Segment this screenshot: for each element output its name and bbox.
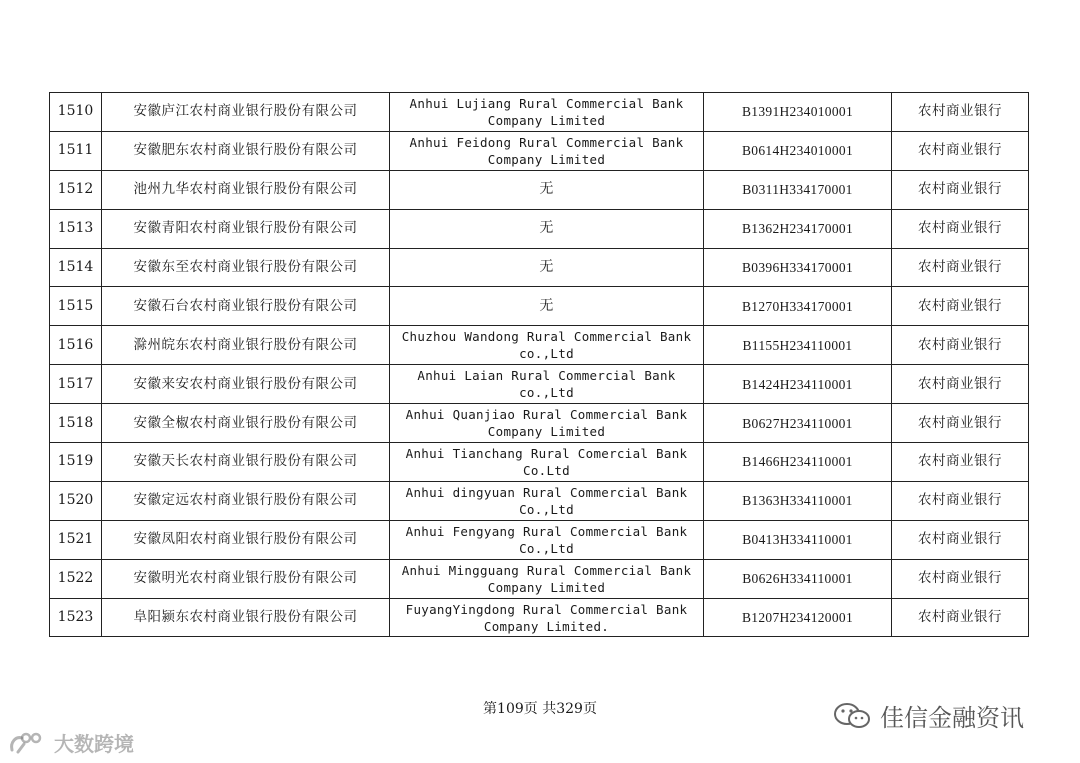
- english-name-cell: Anhui Feidong Rural Commercial Bank Company Limited: [390, 131, 704, 170]
- row-number-cell: 1513: [50, 209, 102, 248]
- chinese-name-cell: 安徽庐江农村商业银行股份有限公司: [102, 93, 390, 132]
- row-number-cell: 1521: [50, 520, 102, 559]
- watermark-right-text: 佳信金融资讯: [880, 704, 1024, 732]
- english-name-cell: Anhui Lujiang Rural Commercial Bank Company Limited: [390, 93, 704, 132]
- english-name-cell: Anhui Fengyang Rural Commercial Bank Co.,Ltd: [390, 520, 704, 559]
- watermark-left-text: 大数跨境: [54, 732, 134, 756]
- table-body: [50, 93, 1029, 637]
- watermark-right: [832, 698, 1024, 733]
- institution-code-cell: B1363H334110001: [704, 481, 892, 520]
- row-number-cell: 1517: [50, 365, 102, 404]
- table-row: [50, 209, 1029, 248]
- institution-type-cell: 农村商业银行: [892, 365, 1029, 404]
- chinese-name-cell: 安徽东至农村商业银行股份有限公司: [102, 248, 390, 287]
- row-number-cell: 1512: [50, 170, 102, 209]
- english-name-cell: Anhui Mingguang Rural Commercial Bank Company Limited: [390, 559, 704, 598]
- english-name-cell: 无: [390, 248, 704, 287]
- institution-code-cell: B0614H234010001: [704, 131, 892, 170]
- institution-type-cell: 农村商业银行: [892, 248, 1029, 287]
- row-number-cell: 1510: [50, 93, 102, 132]
- institution-code-cell: B1391H234010001: [704, 93, 892, 132]
- institution-code-cell: B1155H234110001: [704, 326, 892, 365]
- row-number-cell: 1519: [50, 443, 102, 482]
- english-name-cell: 无: [390, 287, 704, 326]
- institution-type-cell: 农村商业银行: [892, 93, 1029, 132]
- institution-type-cell: 农村商业银行: [892, 481, 1029, 520]
- institution-code-cell: B1270H334170001: [704, 287, 892, 326]
- chinese-name-cell: 滁州皖东农村商业银行股份有限公司: [102, 326, 390, 365]
- institution-type-cell: 农村商业银行: [892, 170, 1029, 209]
- institution-code-cell: B1207H234120001: [704, 598, 892, 637]
- institution-type-cell: 农村商业银行: [892, 287, 1029, 326]
- institution-code-cell: B0311H334170001: [704, 170, 892, 209]
- table-row: [50, 326, 1029, 365]
- chinese-name-cell: 安徽天长农村商业银行股份有限公司: [102, 443, 390, 482]
- chinese-name-cell: 安徽来安农村商业银行股份有限公司: [102, 365, 390, 404]
- institution-type-cell: 农村商业银行: [892, 131, 1029, 170]
- table-row: [50, 131, 1029, 170]
- english-name-cell: Chuzhou Wandong Rural Commercial Bank co.,Ltd: [390, 326, 704, 365]
- chinese-name-cell: 安徽明光农村商业银行股份有限公司: [102, 559, 390, 598]
- institution-type-cell: 农村商业银行: [892, 404, 1029, 443]
- chinese-name-cell: 安徽肥东农村商业银行股份有限公司: [102, 131, 390, 170]
- chinese-name-cell: 安徽定远农村商业银行股份有限公司: [102, 481, 390, 520]
- institution-code-cell: B0396H334170001: [704, 248, 892, 287]
- english-name-cell: Anhui Quanjiao Rural Commercial Bank Company Limited: [390, 404, 704, 443]
- row-number-cell: 1520: [50, 481, 102, 520]
- english-name-cell: Anhui Tianchang Rural Comercial Bank Co.Ltd: [390, 443, 704, 482]
- row-number-cell: 1522: [50, 559, 102, 598]
- institution-type-cell: 农村商业银行: [892, 443, 1029, 482]
- institution-type-cell: 农村商业银行: [892, 326, 1029, 365]
- institution-type-cell: 农村商业银行: [892, 559, 1029, 598]
- watermark-logo-icon: [8, 730, 48, 756]
- english-name-cell: 无: [390, 209, 704, 248]
- institution-code-cell: B0626H334110001: [704, 559, 892, 598]
- page-number: 第109页 共329页: [483, 701, 597, 717]
- bank-list-table: [49, 92, 1029, 637]
- row-number-cell: 1515: [50, 287, 102, 326]
- institution-code-cell: B1424H234110001: [704, 365, 892, 404]
- chinese-name-cell: 安徽石台农村商业银行股份有限公司: [102, 287, 390, 326]
- table-row: [50, 520, 1029, 559]
- institution-code-cell: B0413H334110001: [704, 520, 892, 559]
- institution-code-cell: B0627H234110001: [704, 404, 892, 443]
- row-number-cell: 1516: [50, 326, 102, 365]
- table-row: [50, 443, 1029, 482]
- english-name-cell: Anhui dingyuan Rural Commercial Bank Co.,Ltd: [390, 481, 704, 520]
- table-row: [50, 93, 1029, 132]
- table-row: [50, 404, 1029, 443]
- chinese-name-cell: 安徽凤阳农村商业银行股份有限公司: [102, 520, 390, 559]
- row-number-cell: 1518: [50, 404, 102, 443]
- wechat-icon: [832, 701, 872, 731]
- chinese-name-cell: 安徽青阳农村商业银行股份有限公司: [102, 209, 390, 248]
- chinese-name-cell: 池州九华农村商业银行股份有限公司: [102, 170, 390, 209]
- english-name-cell: FuyangYingdong Rural Commercial Bank Company Limited.: [390, 598, 704, 637]
- table-row: [50, 559, 1029, 598]
- table-row: [50, 365, 1029, 404]
- english-name-cell: Anhui Laian Rural Commercial Bank co.,Ltd: [390, 365, 704, 404]
- table-row: [50, 170, 1029, 209]
- row-number-cell: 1523: [50, 598, 102, 637]
- chinese-name-cell: 安徽全椒农村商业银行股份有限公司: [102, 404, 390, 443]
- watermark-left: [8, 728, 134, 757]
- institution-code-cell: B1362H234170001: [704, 209, 892, 248]
- row-number-cell: 1511: [50, 131, 102, 170]
- institution-type-cell: 农村商业银行: [892, 209, 1029, 248]
- institution-type-cell: 农村商业银行: [892, 520, 1029, 559]
- row-number-cell: 1514: [50, 248, 102, 287]
- institution-code-cell: B1466H234110001: [704, 443, 892, 482]
- table-row: [50, 287, 1029, 326]
- table-row: [50, 598, 1029, 637]
- institution-type-cell: 农村商业银行: [892, 598, 1029, 637]
- table-row: [50, 481, 1029, 520]
- table-row: [50, 248, 1029, 287]
- english-name-cell: 无: [390, 170, 704, 209]
- chinese-name-cell: 阜阳颍东农村商业银行股份有限公司: [102, 598, 390, 637]
